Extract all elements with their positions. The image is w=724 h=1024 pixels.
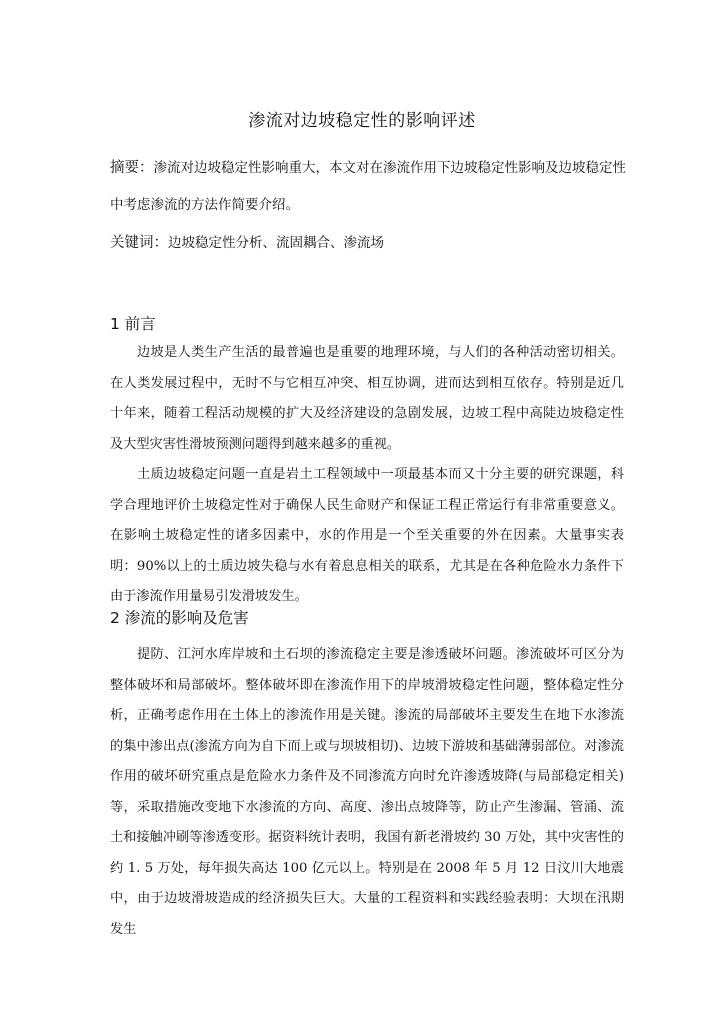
section-heading-2: 2 渗流的影响及危害 [110,609,249,627]
section-heading-1: 1 前言 [110,315,156,333]
paper-title: 渗流对边坡稳定性的影响评述 [248,111,476,131]
abstract-text: 渗流对边坡稳定性影响重大，本文对在渗流作用下边坡稳定性影响及边坡稳定性中考虑渗流的方法作简要介绍。 [110,160,626,213]
section-1-paragraph-2: 土质边坡稳定问题一直是岩土工程领域中一项最基本而又十分主要的研究课题，科学合理地评价土坡稳定性对于确保人民生命财产和保证工程正常运行有非常重要意义。在影响土坡稳定性的诸多因素中，水的作用是一个至关重要的外在因素。大量事实表明：90%以上的土质边坡失稳与水有着息息相关的联系，尤其是在各种危险水力条件下由于渗流作用量易引发滑坡发生。 [110,467,624,604]
section-2-paragraph-1: 提防、江河水库岸坡和土石坝的渗流稳定主要是渗透破坏问题。渗流破坏可区分为整体破坏和局部破坏。整体破坏即在渗流作用下的岸坡滑坡稳定性问题，整体稳定性分析，正确考虑作用在土体上的渗流作用是关键。渗流的局部破坏主要发生在地下水渗流的集中渗出点(渗流方向为自下而上或与坝坡相切)、边坡下游坡和基础薄弱部位。对渗流作用的破坏研究重点是危险水力条件及不同渗流方向时允许渗透坡降(与局部稳定相关)等，采取措施改变地下水渗流的方向、高度、渗出点坡降等，防止产生渗漏、管涌、流土和接触冲刷等渗透变形。据资料统计表明，我国有新老滑坡约 30 万处，其中灾害性的约 1. 5 万处，每年损失高达 100 亿元以上。特别是在 2008 年 5 月 12 日汶川大地震中，由于边坡滑坡造成的经济损失巨大。大量的工程资料和实践经验表明：大坝在汛期发生 [110,647,624,937]
section-1-paragraph-1: 边坡是人类生产生活的最普遍也是重要的地理环境，与人们的各种活动密切相关。在人类发展过程中，无时不与它相互冲突、相互协调，进而达到相互依存。特别是近几十年来，随着工程活动规模的扩大及经济建设的急剧发展，边坡工程中高陡边坡稳定性及大型灾害性滑坡预测问题得到越来越多的重视。 [110,345,624,452]
keywords-label: 关键词： [110,235,168,251]
keywords [110,231,630,252]
abstract-label: 摘要： [110,160,154,176]
keywords-text: 边坡稳定性分析、流固耦合、渗流场 [168,235,384,251]
abstract [110,150,630,224]
